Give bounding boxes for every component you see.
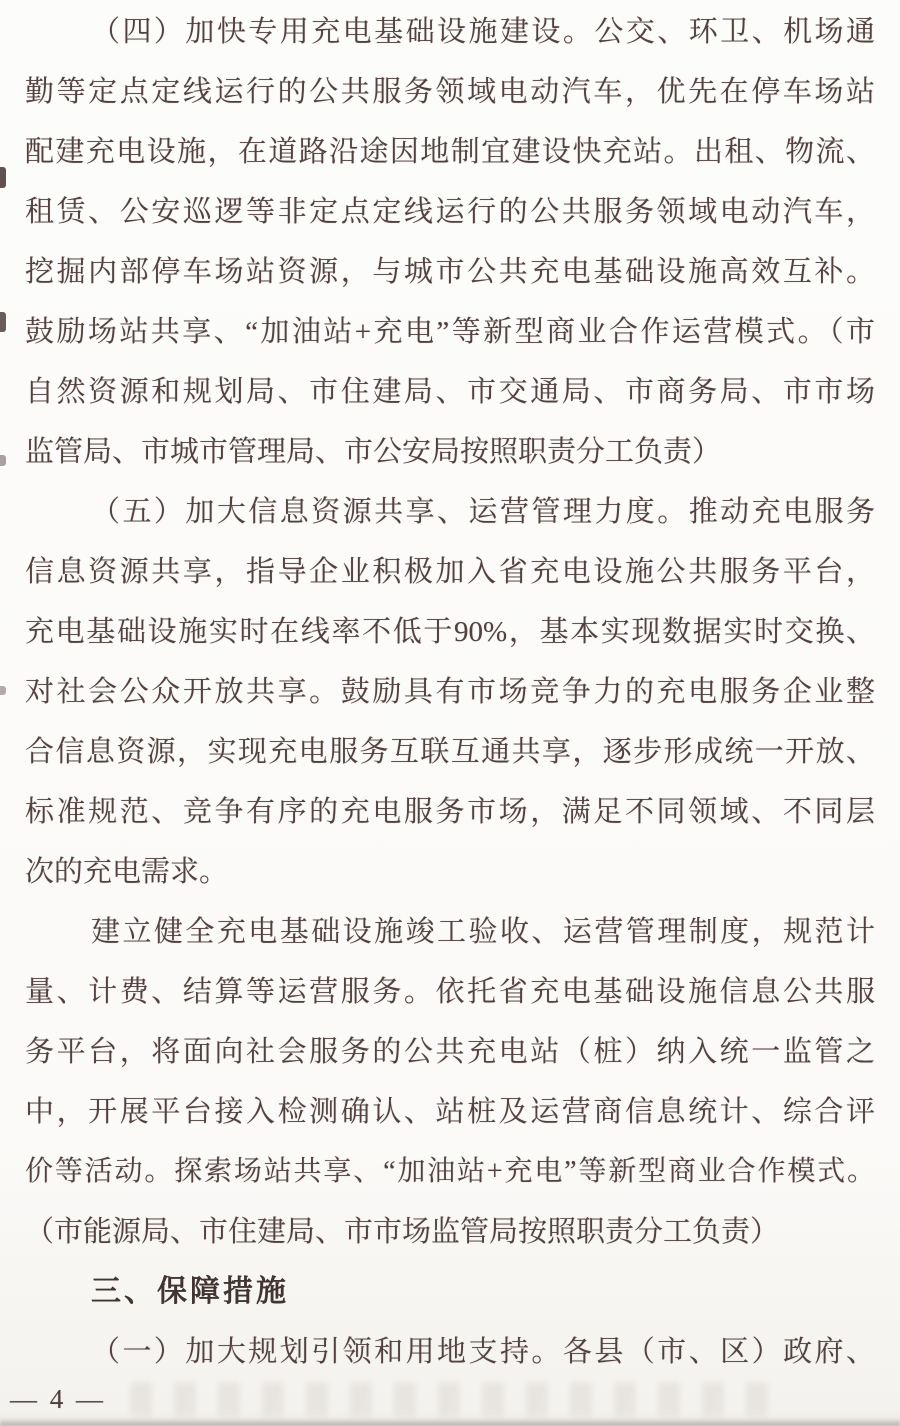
text-line: （五）加大信息资源共享、运营管理力度。推动充电服务: [91, 496, 875, 528]
text-line: 中，开展平台接入检测确认、站桩及运营商信息统计、综合评: [25, 1096, 875, 1128]
section-heading-safeguard-measures: 三、保障措施: [91, 1275, 289, 1308]
scan-bleedthrough: [130, 1382, 770, 1416]
text-line: 对社会公众开放共享。鼓励具有市场竞争力的充电服务企业整: [25, 676, 875, 708]
text-line: 充电基础设施实时在线率不低于90%，基本实现数据实时交换、: [25, 616, 875, 648]
scan-artifact: [0, 312, 6, 332]
scan-artifact: [0, 686, 6, 695]
text-line: 次的充电需求。: [25, 856, 229, 888]
scan-artifact: [0, 167, 6, 188]
text-line: 配建充电设施，在道路沿途因地制宜建设快充站。出租、物流、: [25, 136, 875, 168]
text-line: 租赁、公安巡逻等非定点定线运行的公共服务领域电动汽车，: [25, 196, 875, 228]
text-line: 监管局、市城市管理局、市公安局按照职责分工负责）: [25, 436, 722, 468]
text-line: 挖掘内部停车场站资源，与城市公共充电基础设施高效互补。: [25, 256, 875, 288]
scan-edge-shadow: [0, 1418, 900, 1426]
text-line: （四）加快专用充电基础设施建设。公交、环卫、机场通: [91, 16, 875, 48]
document-text: [25, 2, 875, 1382]
text-line: 鼓励场站共享、“加油站+充电”等新型商业合作运营模式。（市: [25, 316, 875, 348]
scan-artifact: [0, 455, 6, 466]
text-line: 合信息资源，实现充电服务互联互通共享，逐步形成统一开放、: [25, 736, 875, 768]
text-line: 信息资源共享，指导企业积极加入省充电设施公共服务平台，: [25, 556, 875, 588]
page-number: — 4 —: [10, 1384, 106, 1414]
text-line: 建立健全充电基础设施竣工验收、运营管理制度，规范计: [91, 916, 875, 948]
text-line: 量、计费、结算等运营服务。依托省充电基础设施信息公共服: [25, 976, 875, 1008]
text-line: 标准规范、竞争有序的充电服务市场，满足不同领域、不同层: [25, 796, 875, 828]
text-line: 务平台，将面向社会服务的公共充电站（桩）纳入统一监管之: [25, 1036, 875, 1068]
text-line: 价等活动。探索场站共享、“加油站+充电”等新型商业合作模式。: [25, 1156, 875, 1187]
text-line: （市能源局、市住建局、市市场监管局按照职责分工负责）: [25, 1216, 780, 1248]
text-line: 勤等定点定线运行的公共服务领域电动汽车，优先在停车场站: [25, 76, 875, 108]
text-line: 自然资源和规划局、市住建局、市交通局、市商务局、市市场: [25, 376, 875, 408]
text-line: （一）加大规划引领和用地支持。各县（市、区）政府、: [91, 1336, 875, 1368]
